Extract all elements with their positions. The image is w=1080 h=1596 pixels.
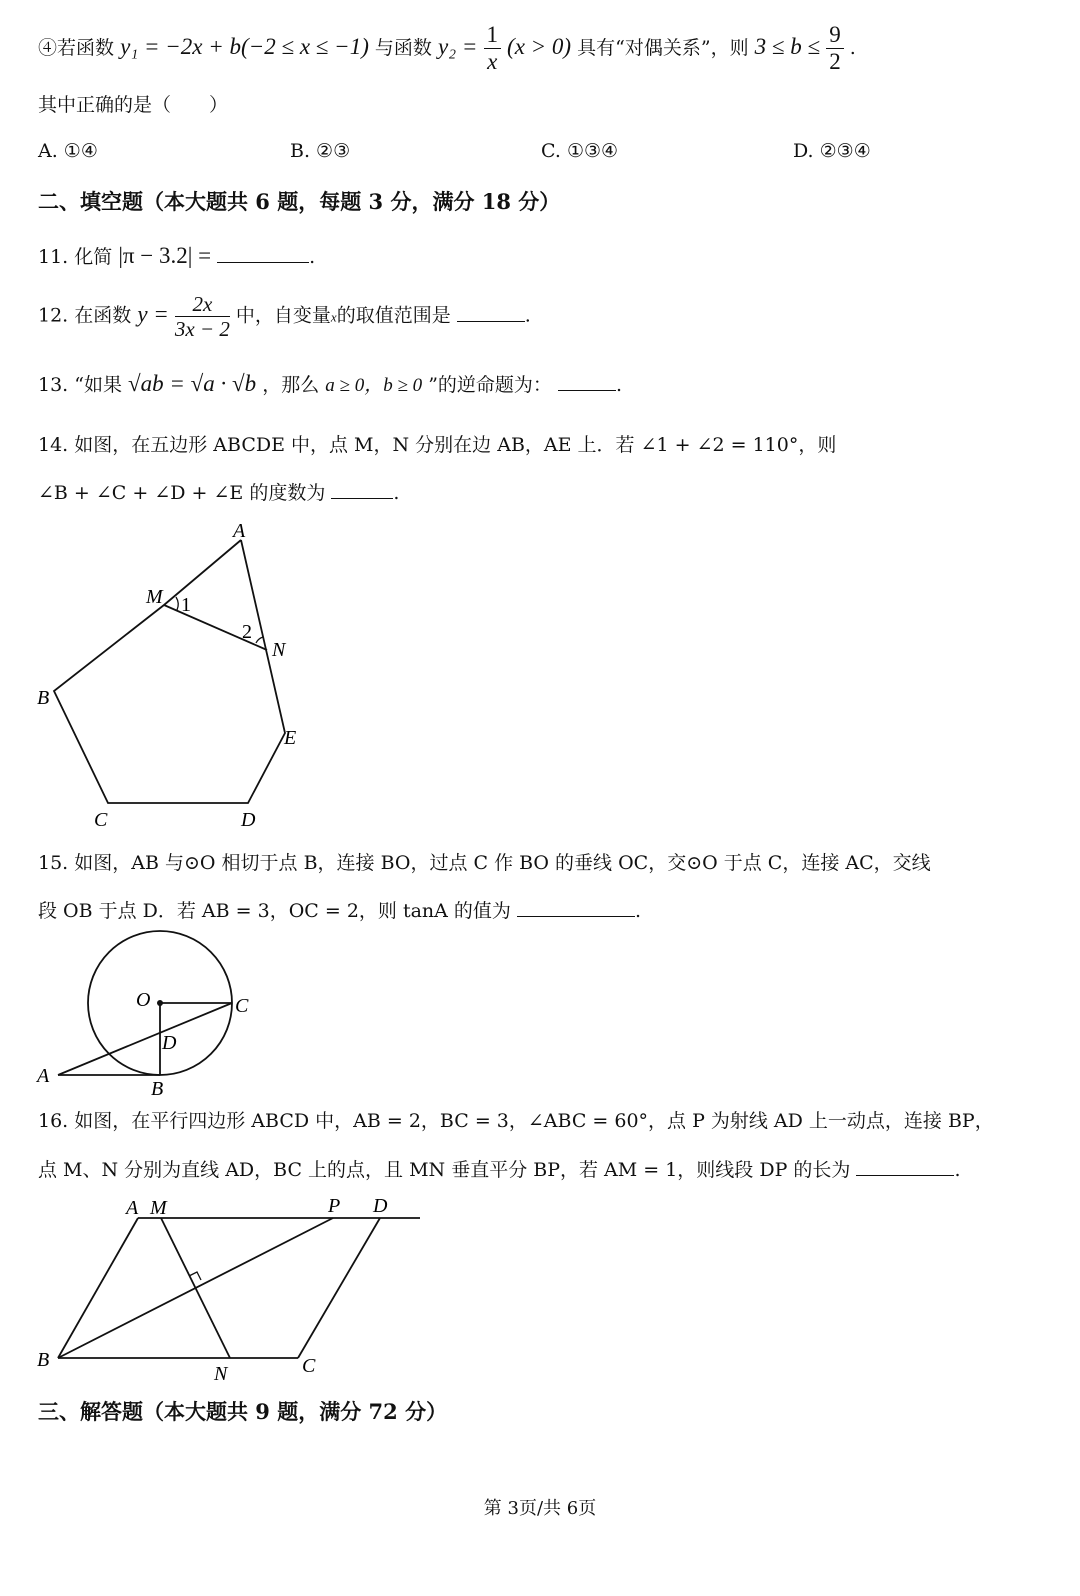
fraction-denominator: 3x − 2 <box>174 317 230 342</box>
q15-circle-figure <box>30 930 280 1100</box>
q12-var: x <box>330 309 337 325</box>
label-o: O <box>136 989 151 1011</box>
answer-blank[interactable] <box>457 303 525 322</box>
q13 <box>38 370 1042 397</box>
q10-item4-prefix: ④若函数 <box>38 36 115 59</box>
q15-line1 <box>38 848 1042 875</box>
center-point <box>157 1000 163 1006</box>
q12 <box>38 292 1042 350</box>
answer-blank[interactable] <box>517 898 635 917</box>
q16-parallelogram-figure <box>30 1190 430 1390</box>
segment-ac <box>58 1003 232 1075</box>
fraction-numerator: 2x <box>175 292 230 317</box>
q14-number: 14. <box>38 434 69 456</box>
q16-line2 <box>38 1155 1042 1182</box>
q14-end: . <box>393 482 400 504</box>
label-p: P <box>328 1195 341 1217</box>
label-e: E <box>284 727 297 749</box>
label-d: D <box>162 1032 177 1054</box>
label-d: D <box>241 809 256 831</box>
q14-line2-text: ∠B + ∠C + ∠D + ∠E 的度数为 <box>38 482 326 504</box>
q10-item4-range-fraction <box>826 22 844 76</box>
q10-option-a: A. ①④ <box>38 140 98 162</box>
label-a: A <box>37 1065 50 1087</box>
q12-end: . <box>524 304 531 327</box>
answer-blank[interactable] <box>856 1157 954 1176</box>
label-c: C <box>235 995 249 1017</box>
q14-line1-text: 如图，在五边形 ABCDE 中，点 M，N 分别在边 AB，AE 上．若 ∠1 + ∠2 = 110°，则 <box>74 434 837 456</box>
q13-text-b: ，那么 <box>262 374 320 396</box>
label-angle-1: 1 <box>181 594 191 616</box>
q11-end: . <box>309 246 316 268</box>
answer-blank[interactable] <box>558 372 616 391</box>
q10-item4-y1-equation: y₁ = −2x + b(−2 ≤ x ≤ −1) <box>120 33 369 59</box>
fraction-numerator: 9 <box>826 22 844 49</box>
q13-expression: √ab = √a · √b <box>128 371 257 396</box>
segment-mn <box>161 1218 230 1358</box>
section3-heading: 三、解答题（本大题共 9 题，满分 72 分） <box>38 1399 448 1424</box>
q15-line1-text: 如图，AB 与⊙O 相切于点 B，连接 BO，过点 C 作 BO 的垂线 OC，交⊙O 于点 C，连接 AC，交线 <box>74 852 931 874</box>
q13-number: 13. <box>38 374 69 396</box>
fraction-denominator: 2 <box>829 49 841 75</box>
angle-2-arc <box>256 637 263 643</box>
label-d: D <box>373 1195 388 1217</box>
q12-suffix2: 的取值范围是 <box>336 304 451 327</box>
label-angle-2: 2 <box>242 621 252 643</box>
label-b: B <box>37 687 50 709</box>
q10-stem: 其中正确的是（ ） <box>38 94 229 116</box>
q12-lhs: y = <box>137 301 169 327</box>
q10-item4-fraction <box>484 22 502 76</box>
q16-number: 16. <box>38 1110 69 1132</box>
q16-line1 <box>38 1106 1042 1133</box>
answer-blank[interactable] <box>217 244 309 263</box>
fraction-numerator: 1 <box>484 22 502 49</box>
q15-line2 <box>38 896 1042 923</box>
q10-item4-mid: 与函数 <box>374 36 432 59</box>
q16-line1-text: 如图，在平行四边形 ABCD 中，AB = 2，BC = 3，∠ABC = 60°，点 P 为射线 AD 上一动点，连接 BP， <box>74 1110 994 1132</box>
label-c: C <box>94 809 108 831</box>
label-n: N <box>272 639 286 661</box>
q10-item4-y2-domain: (x > 0) <box>507 33 572 59</box>
q11 <box>38 242 1042 269</box>
q15-number: 15. <box>38 852 69 874</box>
q13-text-a: “如果 <box>74 374 122 396</box>
fraction-denominator: x <box>487 49 498 75</box>
angle-1-arc <box>176 597 178 610</box>
label-n: N <box>214 1363 228 1385</box>
label-a: A <box>126 1197 139 1219</box>
q14-pentagon-figure <box>30 515 330 835</box>
label-b: B <box>37 1349 50 1371</box>
q10-item4-y2-lhs: y₂ = <box>437 33 478 59</box>
label-a: A <box>233 520 246 542</box>
q12-prefix: 在函数 <box>74 304 132 327</box>
answer-blank[interactable] <box>331 480 393 499</box>
q10-option-b: B. ②③ <box>290 140 351 162</box>
q15-line2-text: 段 OB 于点 D．若 AB = 3，OC = 2，则 tanA 的值为 <box>38 900 511 922</box>
q15-end: . <box>634 900 641 922</box>
q10-item4-range: 3 ≤ b ≤ <box>754 33 821 59</box>
q11-expression: |π − 3.2| = <box>118 243 212 268</box>
q10-item4 <box>38 22 1042 74</box>
q11-text: 化简 <box>74 246 113 268</box>
q16-end: . <box>954 1159 961 1181</box>
q16-line2-text: 点 M、N 分别为直线 AD，BC 上的点，且 MN 垂直平分 BP，若 AM = 1，则线段 DP 的长为 <box>38 1159 851 1181</box>
q13-text-c: ”的逆命题为： <box>428 374 552 396</box>
q13-condition: a ≥ 0，b ≥ 0 <box>325 375 423 396</box>
q10-item4-relation: 具有“对偶关系”，则 <box>577 36 749 59</box>
page-footer: 第 3页/共 6页 <box>483 1498 597 1519</box>
pentagon-outline <box>54 540 285 803</box>
label-m: M <box>146 586 163 608</box>
label-b: B <box>151 1078 164 1100</box>
q12-fraction <box>175 292 230 341</box>
q10-option-d: D. ②③④ <box>793 140 871 162</box>
q10-item4-end: . <box>849 36 856 59</box>
segment-cd <box>298 1218 380 1358</box>
section2-heading: 二、填空题（本大题共 6 题，每题 3 分，满分 18 分） <box>38 189 561 214</box>
q12-number: 12. <box>38 304 69 327</box>
label-m: M <box>150 1197 167 1219</box>
q14-line2 <box>38 478 1042 505</box>
q10-option-c: C. ①③④ <box>541 140 619 162</box>
q13-end: . <box>615 374 622 396</box>
q14-line1 <box>38 430 1042 457</box>
label-c: C <box>302 1355 316 1377</box>
q11-number: 11. <box>38 246 69 268</box>
q12-suffix: 中，自变量 <box>235 304 331 327</box>
